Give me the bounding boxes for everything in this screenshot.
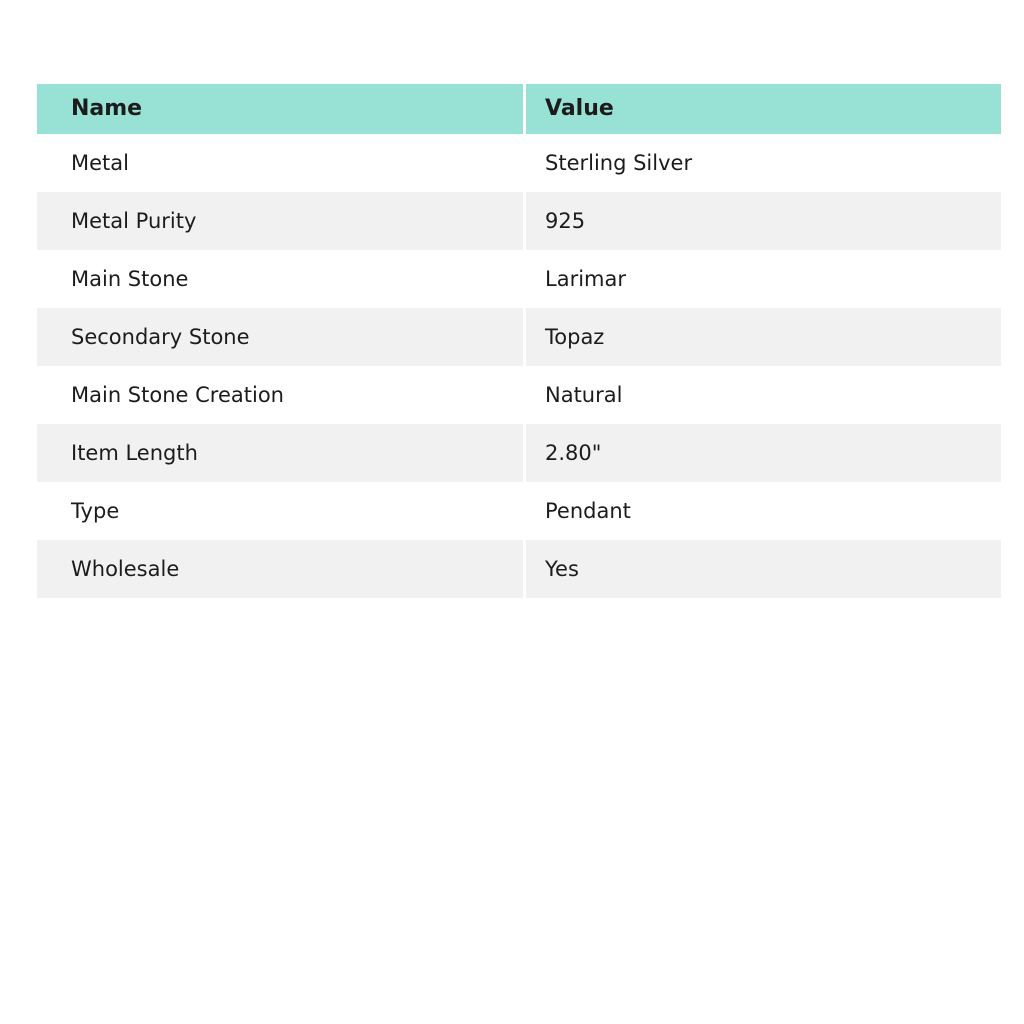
table-row (37, 424, 1001, 482)
row-name-label: Wholesale (71, 556, 180, 581)
row-value-label: Pendant (545, 498, 631, 523)
row-name-label: Metal Purity (71, 208, 197, 233)
row-value-cell (526, 366, 1001, 424)
table-row (37, 250, 1001, 308)
row-value-label: Yes (545, 556, 579, 581)
row-name-cell (37, 366, 526, 424)
row-value-cell (526, 134, 1001, 192)
row-name-cell (37, 192, 526, 250)
table-row (37, 308, 1001, 366)
row-value-label: 925 (545, 208, 586, 233)
row-value-cell (526, 482, 1001, 540)
row-value-label: Larimar (545, 266, 626, 291)
row-name-cell (37, 424, 526, 482)
row-name-cell (37, 482, 526, 540)
row-name-label: Type (71, 498, 120, 523)
row-value-cell (526, 540, 1001, 598)
row-name-cell (37, 250, 526, 308)
spec-table (37, 84, 1001, 598)
table-row (37, 482, 1001, 540)
row-name-label: Item Length (71, 440, 198, 465)
row-value-label: Sterling Silver (545, 150, 693, 175)
table-header-row (37, 84, 1001, 134)
row-value-label: Natural (545, 382, 623, 407)
table-row (37, 134, 1001, 192)
row-value-cell (526, 250, 1001, 308)
row-value-label: 2.80" (545, 440, 602, 465)
header-name-label: Name (71, 96, 143, 121)
row-value-label: Topaz (545, 324, 605, 349)
header-cell-name (37, 84, 526, 134)
table-row (37, 540, 1001, 598)
row-value-cell (526, 308, 1001, 366)
row-name-label: Main Stone Creation (71, 382, 284, 407)
row-name-label: Main Stone (71, 266, 189, 291)
header-value-label: Value (545, 96, 614, 121)
row-value-cell (526, 192, 1001, 250)
row-value-cell (526, 424, 1001, 482)
row-name-label: Metal (71, 150, 129, 175)
table-row (37, 192, 1001, 250)
row-name-cell (37, 308, 526, 366)
table-row (37, 366, 1001, 424)
row-name-label: Secondary Stone (71, 324, 250, 349)
row-name-cell (37, 134, 526, 192)
header-cell-value (526, 84, 1001, 134)
row-name-cell (37, 540, 526, 598)
